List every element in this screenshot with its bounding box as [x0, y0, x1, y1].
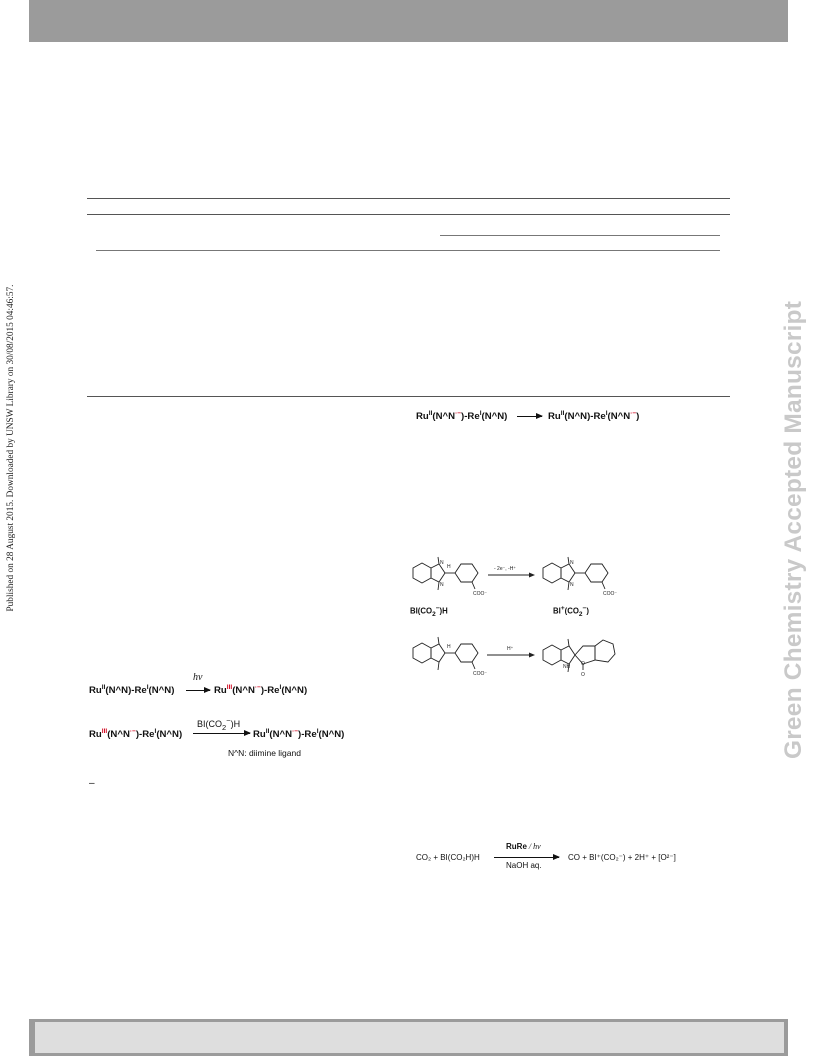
eq2-arrow-label: $BI(CO_2^-)H$: [197, 716, 241, 732]
cyclization-reactant-structure: [413, 637, 487, 677]
eq1-arrow-label: hν: [193, 672, 203, 683]
co2-arrow: [494, 857, 559, 858]
journal-watermark: Green Chemistry Accepted Manuscript: [780, 300, 807, 760]
journal-watermark-sidebar: [772, 0, 816, 1056]
cyclization-product-structure: [543, 639, 615, 678]
table-column-rule: [96, 250, 720, 251]
table-subheader-rule: [440, 235, 720, 236]
co2-arrow-bottom: NaOH aq.: [506, 861, 542, 870]
bi-h-atom: H: [447, 564, 451, 570]
bi-oxidation-scheme: [405, 556, 645, 606]
published-note: Published on 28 August 2015. Downloaded by UNSW Library on 30/08/2015 04:46:57.: [6, 284, 16, 612]
cyclization-nh-label: NH: [563, 664, 571, 670]
published-sidebar: [0, 0, 22, 1056]
bi-reactant-structure: [413, 557, 487, 597]
bi-n-atom-bottom: N: [440, 582, 444, 588]
co2-arrow-top: RuRe / hν: [506, 842, 541, 851]
footer-panel: [35, 1022, 784, 1053]
cyclization-o-ring-label: O: [581, 661, 585, 667]
eq3-product: $Ru^{II}(N\^{}N)-Re^I(N\^{}N^{\cdot-})$: [548, 410, 640, 422]
eq1-reactant: $Ru^{II}(N\^{}N)-Re^I(N\^{}N)$: [89, 684, 175, 696]
cyclization-arrow-label: H⁺: [507, 646, 514, 652]
bi-reactant-label: $BI(CO_2^-)H$: [410, 605, 448, 619]
bi-coo-label: COO⁻: [473, 591, 488, 597]
cyclization-coo-label: COO⁻: [473, 671, 488, 677]
eq2-product: $Ru^{II}(N\^{}N^{\cdot-})-Re^I(N\^{}N)$: [253, 728, 345, 740]
bi-n-atom-top: N: [440, 560, 444, 566]
eq1-arrow: [186, 690, 210, 691]
eq3-reactant: $Ru^{II}(N\^{}N^{\cdot-})-Re^I(N\^{}N)$: [416, 410, 508, 422]
table-top-rule: [87, 198, 730, 199]
bi-arrow-label: - 2e⁻, -H⁺: [494, 566, 516, 572]
co2-products: CO + BI⁺(CO₂⁻) + 2H⁺ + [O²⁻]: [568, 853, 676, 862]
left-dash: –: [89, 778, 95, 789]
cyclization-o-carbonyl-label: O: [581, 672, 585, 678]
table-header-rule: [87, 214, 730, 215]
co2-reactants: CO₂ + BI(CO₂H)H: [416, 853, 480, 862]
bi-product-structure: [543, 557, 617, 597]
cyclization-h-atom: H: [447, 644, 451, 650]
eq2-reactant: $Ru^{III}(N\^{}N^{\cdot-})-Re^I(N\^{}N)$: [89, 728, 183, 740]
eq3-arrow: [517, 416, 542, 417]
ligand-note: N^N: diimine ligand: [228, 748, 301, 758]
cyclization-scheme: [405, 636, 665, 682]
bi-product-coo-label: COO⁻: [603, 591, 618, 597]
eq1-product: $Ru^{III}(N\^{}N^{\cdot-})-Re^I(N\^{}N)$: [214, 684, 308, 696]
table-bottom-rule: [87, 396, 730, 397]
bi-product-n-atom-bottom: N: [570, 582, 574, 588]
eq2-arrow: [193, 733, 250, 734]
header-bar: [29, 0, 788, 42]
bi-product-label: $BI^+(CO_2^-)$: [553, 605, 589, 619]
bi-product-n-atom-top: N: [570, 560, 574, 566]
